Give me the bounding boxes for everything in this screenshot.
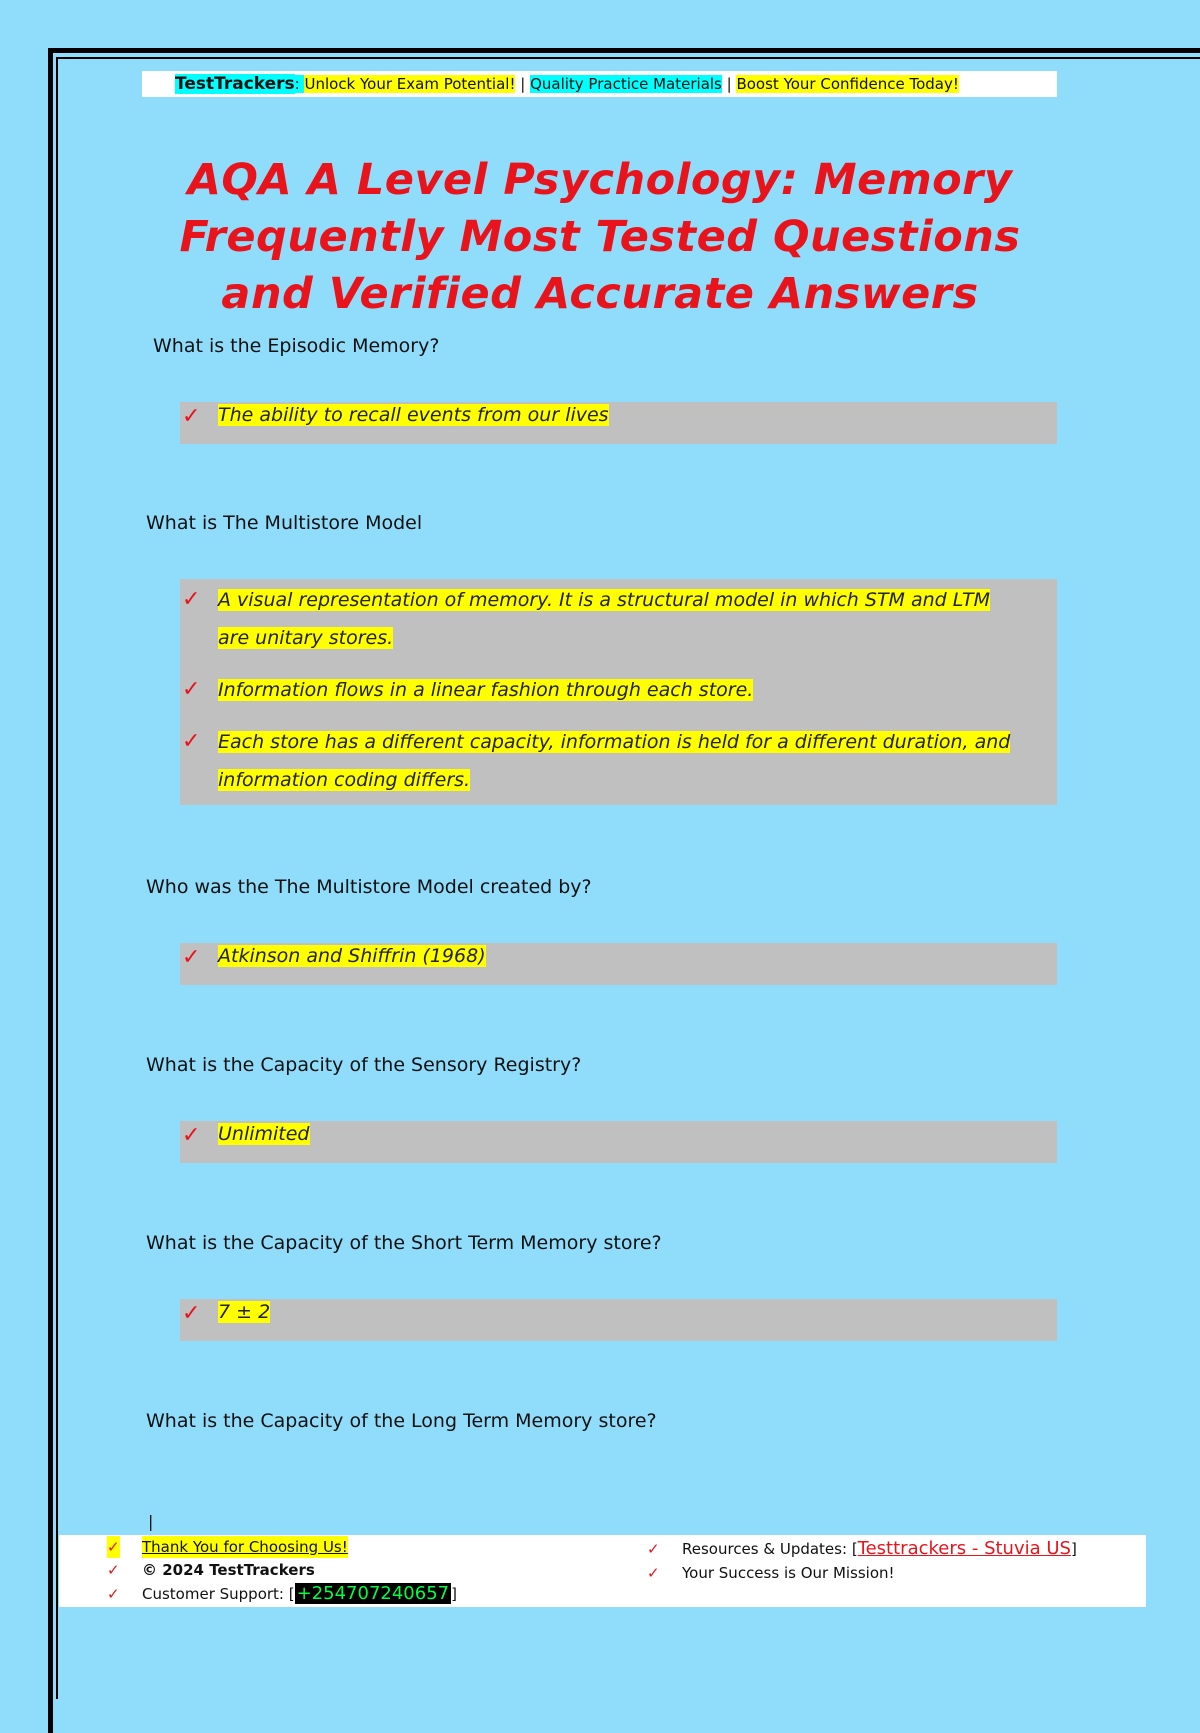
check-icon: ✓ bbox=[182, 1123, 201, 1148]
footer bbox=[59, 1535, 1146, 1607]
question-episodic-memory: What is the Episodic Memory? bbox=[153, 335, 440, 357]
check-icon: ✓ bbox=[182, 1301, 201, 1326]
tagline-boost: Boost Your Confidence Today! bbox=[736, 75, 959, 93]
bracket: [ bbox=[851, 1540, 858, 1558]
answer-item bbox=[180, 945, 1057, 970]
check-icon: ✓ bbox=[182, 729, 201, 754]
tagline-unlock: Unlock Your Exam Potential! bbox=[304, 75, 516, 93]
brand-colon: : bbox=[294, 75, 305, 93]
answer-box bbox=[180, 1299, 1057, 1341]
question-sensory-capacity: What is the Capacity of the Sensory Registry? bbox=[146, 1054, 582, 1076]
resources-link[interactable]: Testtrackers - Stuvia US bbox=[857, 1538, 1071, 1559]
check-icon: ✓ bbox=[182, 587, 201, 612]
check-icon: ✓ bbox=[647, 1540, 660, 1558]
answer-box bbox=[180, 1121, 1057, 1163]
footer-mission-text: Your Success is Our Mission! bbox=[682, 1564, 895, 1582]
question-model-creator: Who was the The Multistore Model created by? bbox=[146, 876, 592, 898]
question-multistore-model: What is The Multistore Model bbox=[146, 512, 423, 534]
answer-item bbox=[180, 1123, 1057, 1148]
page-title: AQA A Level Psychology: Memory Frequently Most Tested Questions and Verified Accurate Answers bbox=[179, 155, 1021, 319]
check-icon: ✓ bbox=[647, 1564, 660, 1582]
footer-support-text bbox=[142, 1583, 457, 1605]
answer-item bbox=[180, 581, 1018, 657]
bracket: ] bbox=[1070, 1540, 1077, 1558]
check-icon: ✓ bbox=[107, 1538, 120, 1556]
answer-text: A visual representation of memory. It is a structural model in which STM and LTM are unitary stores. bbox=[218, 589, 991, 649]
answer-text: The ability to recall events from our lives bbox=[218, 404, 609, 426]
bracket: ] bbox=[451, 1585, 457, 1603]
answer-box bbox=[180, 579, 1057, 805]
check-icon: ✓ bbox=[182, 404, 201, 429]
answer-text: Information flows in a linear fashion through each store. bbox=[218, 679, 754, 701]
question-stm-capacity: What is the Capacity of the Short Term Memory store? bbox=[146, 1232, 662, 1254]
footer-resources-text bbox=[682, 1538, 1077, 1560]
header-separator: | bbox=[515, 75, 531, 93]
support-phone[interactable]: +254707240657 bbox=[296, 1583, 450, 1604]
answer-text: Atkinson and Shiffrin (1968) bbox=[218, 945, 486, 967]
check-icon: ✓ bbox=[107, 1561, 120, 1579]
support-label: Customer Support: bbox=[142, 1585, 289, 1603]
brand-name: TestTrackers bbox=[175, 74, 295, 94]
answer-text: Unlimited bbox=[218, 1123, 310, 1145]
question-ltm-capacity: What is the Capacity of the Long Term Memory store? bbox=[146, 1410, 657, 1432]
text-cursor-mark: | bbox=[148, 1512, 154, 1531]
footer-copyright-text: © 2024 TestTrackers bbox=[142, 1561, 315, 1579]
tagline-quality: Quality Practice Materials bbox=[530, 75, 722, 93]
answer-item bbox=[180, 1301, 1057, 1326]
answer-item bbox=[180, 404, 1057, 429]
answer-box bbox=[180, 943, 1057, 985]
bracket: [ bbox=[288, 1585, 295, 1603]
check-icon: ✓ bbox=[182, 677, 201, 702]
answer-text: 7 ± 2 bbox=[218, 1301, 271, 1323]
header-banner bbox=[142, 71, 1057, 97]
answer-box bbox=[180, 402, 1057, 444]
answer-item bbox=[180, 723, 1018, 799]
footer-thanks-text: Thank You for Choosing Us! bbox=[142, 1538, 348, 1556]
check-icon: ✓ bbox=[182, 945, 201, 970]
header-separator: | bbox=[721, 75, 737, 93]
resources-label: Resources & Updates: bbox=[682, 1540, 852, 1558]
check-icon: ✓ bbox=[107, 1585, 120, 1603]
answer-item bbox=[180, 671, 1018, 709]
answer-text: Each store has a different capacity, information is held for a different duration, and information coding differs. bbox=[218, 731, 1011, 791]
